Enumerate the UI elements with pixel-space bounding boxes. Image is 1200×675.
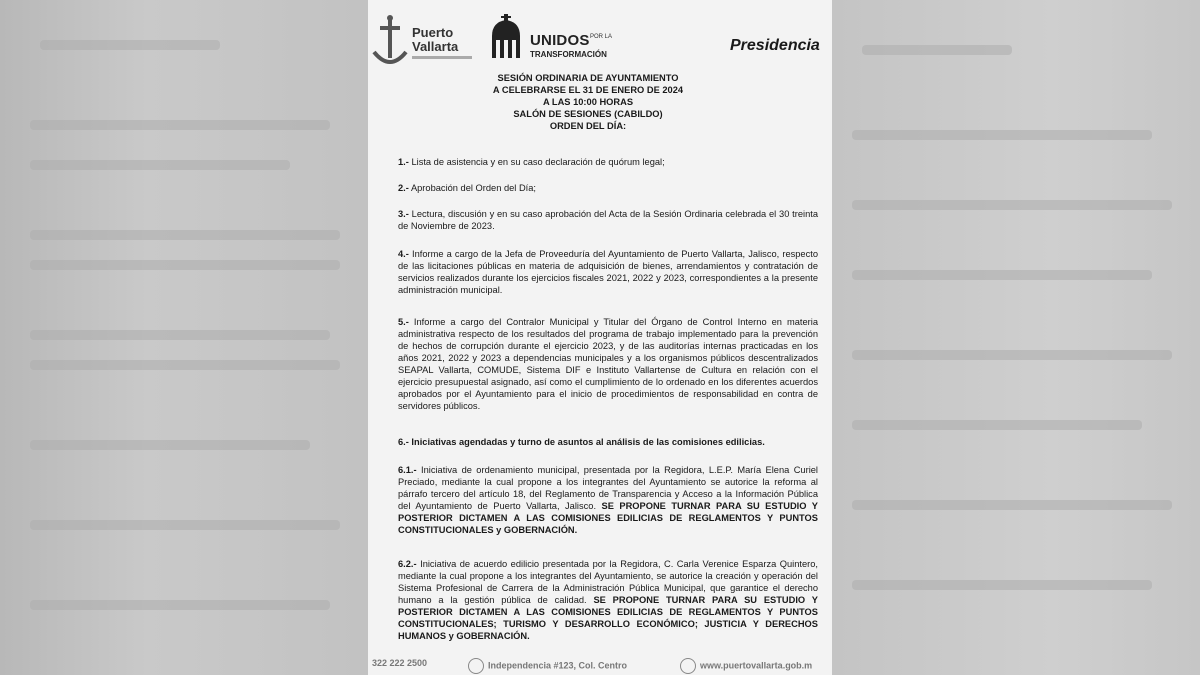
footer-website: www.puertovallarta.gob.m bbox=[680, 658, 812, 674]
agenda-item-1: 1.- Lista de asistencia y en su caso declaración de quórum legal; bbox=[398, 157, 665, 167]
agenda-item-5: 5.- Informe a cargo del Contralor Municipal y Titular del Órgano de Control Interno en materia administrativa respecto de los resultados del programa de trabajo implementado para la prevención de hechos de corrupción durante el ejercicio 2023, y de las auditorías internas practicadas en los años 2021, 2022 y 2023 a dependencias municipales y a los organismos públicos descentralizados SEAPAL Vallarta, COMUDE, Sistema DIF e Instituto Vallartense de Cultura en relación con el ejercicio presupuestal asignado, así como el cumplimiento de lo ordenado en los diferentes acuerdos aprobados por el Ayuntamiento para el inicio de procedimientos de responsabilidad en contra de servidores públicos. bbox=[398, 317, 818, 411]
background-right bbox=[832, 0, 1200, 675]
footer-address: Independencia #123, Col. Centro bbox=[468, 658, 627, 674]
globe-icon bbox=[680, 658, 696, 674]
footer-phone: 322 222 2500 bbox=[372, 658, 428, 668]
presidencia-wordmark: Presidencia bbox=[730, 37, 820, 54]
agenda-item-3: 3.- Lectura, discusión y en su caso aprobación del Acta de la Sesión Ordinaria celebrada el 30 treinta de Noviembre de 2023. bbox=[398, 209, 818, 231]
background-left bbox=[0, 0, 368, 675]
letterhead-footer bbox=[368, 652, 832, 675]
title-line-1: SESIÓN ORDINARIA DE AYUNTAMIENTO bbox=[497, 73, 679, 83]
agenda-item-4: 4.- Informe a cargo de la Jefa de Proveeduría del Ayuntamiento de Puerto Vallarta, Jalisco, respecto de las licitaciones públicas en materia de adquisición de bienes, arrendamientos y contratación de servicios realizados durante los ejercicios fiscales 2021, 2022 y 2023, correspondientes a la presente administración municipal. bbox=[398, 249, 818, 295]
unidos-por-la: POR LA bbox=[590, 34, 613, 40]
session-title bbox=[388, 72, 788, 132]
agenda-item-2: 2.- Aprobación del Orden del Día; bbox=[398, 183, 537, 193]
document-page bbox=[368, 0, 832, 675]
pv-subtitle-bar bbox=[412, 56, 472, 59]
title-line-3: A LAS 10:00 HORAS bbox=[542, 97, 634, 107]
puerto-vallarta-wordmark: Puerto Vallarta bbox=[412, 25, 459, 54]
letterhead bbox=[368, 0, 832, 70]
agenda-item-6-1: 6.1.- Iniciativa de ordenamiento municipal, presentada por la Regidora, L.E.P. María Elena Curiel Preciado, mediante la cual propone a los integrantes del Ayuntamiento se autorice la reforma al párrafo tercero del artículo 18, del Reglamento de Transparencia y Acceso a la Información Pública del Ayuntamiento de Puerto Vallarta, Jalisco. SE PROPONE TURNAR PARA SU ESTUDIO Y POSTERIOR DICTAMEN A LAS COMISIONES EDILICIAS DE REGLAMENTOS Y PUNTOS CONSTITUCIONALES y GOBERNACIÓN. bbox=[398, 465, 818, 535]
title-line-2: A CELEBRARSE EL 31 DE ENERO DE 2024 bbox=[492, 85, 684, 95]
location-pin-icon bbox=[468, 658, 484, 674]
agenda-item-6: 6.- Iniciativas agendadas y turno de asuntos al análisis de las comisiones edilicias. bbox=[398, 437, 765, 447]
unidos-cathedral-logo bbox=[486, 14, 526, 60]
title-line-4: SALÓN DE SESIONES (CABILDO) bbox=[513, 109, 663, 119]
unidos-wordmark: UNIDOS bbox=[530, 32, 590, 49]
puerto-vallarta-anchor-logo bbox=[372, 14, 408, 70]
unidos-transformacion: TRANSFORMACIÓN bbox=[530, 50, 607, 59]
agenda-item-6-2: 6.2.- Iniciativa de acuerdo edilicio presentada por la Regidora, C. Carla Verenice Esparza Quintero, mediante la cual propone a los integrantes del Ayuntamiento, se autorice la creación y operación del Sistema Profesional de Carrera de la Administración Pública Municipal, que garantice el derecho humano a la gestión pública de calidad. SE PROPONE TURNAR PARA SU ESTUDIO Y POSTERIOR DICTAMEN A LAS COMISIONES EDILICIAS DE REGLAMENTOS Y PUNTOS CONSTITUCIONALES; TURISMO Y DESARROLLO ECONÓMICO; JUSTICIA Y DERECHOS HUMANOS y GOBERNACIÓN. bbox=[398, 559, 818, 641]
title-line-5: ORDEN DEL DÍA: bbox=[549, 121, 627, 131]
